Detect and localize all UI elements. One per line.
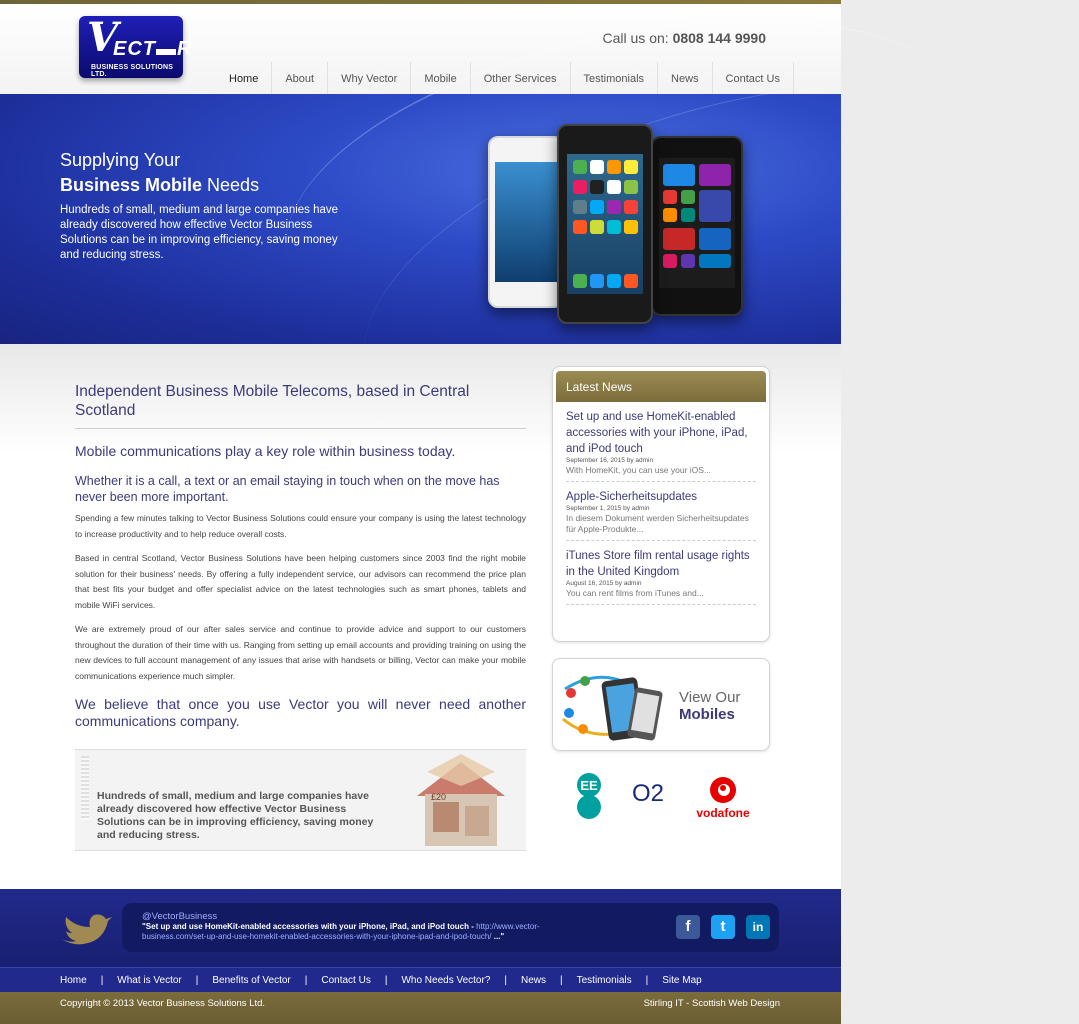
- content-closing: We believe that once you use Vector you will never need another communications company.: [75, 696, 526, 729]
- svg-text:EE: EE: [580, 778, 598, 793]
- twitter-footer: [0, 889, 841, 967]
- mobiles-collage-image: [557, 659, 677, 752]
- nav-about[interactable]: About: [272, 62, 328, 96]
- hero-title: [60, 148, 259, 198]
- logo-subtitle: BUSINESS SOLUTIONS LTD.: [91, 64, 174, 78]
- footer-nav: [0, 967, 841, 992]
- copyright-text: Copyright © 2013 Vector Business Solutions Ltd.: [60, 998, 266, 1009]
- promo-stripe: [81, 756, 89, 820]
- vodafone-logo[interactable]: [692, 776, 754, 822]
- content-subheading: Mobile communications play a key role within business today.: [75, 443, 456, 459]
- footer-nav-site-map[interactable]: Site Map: [662, 974, 702, 986]
- footer-nav-home[interactable]: Home: [60, 974, 87, 986]
- content-lead: Whether it is a call, a text or an email staying in touch when on the move has never been more important.: [75, 474, 500, 504]
- latest-news-widget: [552, 366, 770, 642]
- news-item-title[interactable]: Set up and use HomeKit-enabled accessories with your iPhone, iPad, and iPod touch: [566, 411, 748, 455]
- svg-text:£20: £20: [431, 792, 447, 802]
- view-mobiles-banner[interactable]: [552, 658, 770, 751]
- iphone-screen: [567, 154, 643, 294]
- hero-title-line2: [60, 173, 259, 198]
- promo-text: Hundreds of small, medium and large companies have already discovered how effective Vector Business Solutions can be in improving efficiency, saving money and reducing stress.: [97, 790, 374, 841]
- footer-nav-separator: |: [560, 974, 563, 986]
- ee-logo[interactable]: [573, 772, 605, 820]
- footer-nav-news[interactable]: News: [521, 974, 547, 986]
- footer-nav-who-needs-vector[interactable]: Who Needs Vector?: [401, 974, 491, 986]
- vodafone-wordmark: vodafone: [696, 806, 750, 820]
- logo-letter-v: V: [87, 14, 119, 61]
- tweet-text: [142, 922, 602, 942]
- samsung-phone-image: [488, 136, 564, 308]
- linkedin-icon[interactable]: in: [746, 915, 770, 939]
- twitter-bird-icon: [60, 911, 112, 951]
- content-heading: Independent Business Mobile Telecoms, based in Central Scotland: [75, 382, 526, 429]
- news-item: [566, 546, 756, 605]
- nav-mobile[interactable]: Mobile: [411, 62, 470, 96]
- vodafone-speechmark-icon: [709, 776, 737, 804]
- nav-news[interactable]: News: [658, 62, 713, 96]
- content-paragraph: We are extremely proud of our after sales service and continue to provide advice and support to our customers throughout the duration of their time with us. Ranging from setting up email accounts and providing training on using the new devices to full account management of any issues that arise with handsets or billing, Vector can make your mobile communications experience much simpler.: [75, 624, 526, 681]
- footer-nav-separator: |: [195, 974, 199, 986]
- phone-number[interactable]: 0808 144 9990: [672, 30, 766, 46]
- nokia-phone-image: [651, 136, 743, 316]
- hero-banner: [0, 94, 841, 344]
- tweet-tail: ...": [491, 932, 505, 941]
- iphone-image: [557, 124, 653, 324]
- hero-title-rest: Needs: [202, 175, 260, 195]
- news-item-title[interactable]: iTunes Store film rental usage rights in the United Kingdom: [566, 550, 750, 578]
- footer-nav-contact-us[interactable]: Contact Us: [321, 974, 371, 986]
- footer-nav-separator: |: [100, 974, 104, 986]
- tweet-body: "Set up and use HomeKit-enabled accessories with your iPhone, iPad, and iPod touch -: [142, 922, 477, 931]
- samsung-screen: [495, 162, 557, 282]
- nav-home[interactable]: Home: [216, 62, 272, 96]
- mobiles-label: Mobiles: [679, 706, 735, 723]
- nav-why-vector[interactable]: Why Vector: [328, 62, 411, 96]
- latest-news-title: Latest News: [556, 371, 766, 402]
- hero-title-line1: Supplying Your: [60, 150, 181, 170]
- nokia-screen: [659, 158, 735, 288]
- o2-logo[interactable]: O2: [632, 780, 665, 807]
- credit-link[interactable]: Stirling IT - Scottish Web Design: [643, 998, 780, 1009]
- nav-contact-us[interactable]: Contact Us: [713, 62, 794, 96]
- nav-testimonials[interactable]: Testimonials: [571, 62, 659, 96]
- nav-other-services[interactable]: Other Services: [471, 62, 571, 96]
- logo-wordmark: ECT▬R: [113, 38, 193, 60]
- call-prefix: Call us on:: [602, 30, 669, 46]
- news-item-date: September 16, 2015 by admin: [566, 457, 654, 464]
- news-item-snippet: In diesem Dokument werden Sicherheitsupdates für Apple-Produkte...: [566, 513, 749, 534]
- footer-nav-separator: |: [384, 974, 388, 986]
- promo-banner[interactable]: [75, 749, 526, 851]
- footer-nav-testimonials[interactable]: Testimonials: [576, 974, 632, 986]
- news-item-snippet: You can rent films from iTunes and...: [566, 588, 704, 598]
- content-paragraph: Based in central Scotland, Vector Business Solutions have been helping customers since 2003 find the right mobile solution for their business' needs. By offering a fully independent service, our advisors can recommend the price plan that best fits your budget and offer specialist advice on the latest technologies such as smart phones, tablets and mobile WiFi services.: [75, 553, 526, 610]
- money-house-image: [397, 756, 525, 851]
- view-our-label: View Our: [679, 689, 741, 706]
- content-paragraph: Spending a few minutes talking to Vector Business Solutions could ensure your company is using the latest technology to increase productivity and to help reduce overall costs.: [75, 513, 526, 539]
- news-item-date: August 16, 2015 by admin: [566, 580, 642, 587]
- twitter-handle[interactable]: @VectorBusiness: [142, 911, 218, 922]
- footer-nav-what-is-vector[interactable]: What is Vector: [117, 974, 182, 986]
- news-item-title[interactable]: Apple-Sicherheitsupdates: [566, 491, 698, 503]
- twitter-icon[interactable]: t: [711, 915, 735, 939]
- footer-nav-benefits[interactable]: Benefits of Vector: [212, 974, 291, 986]
- site-logo[interactable]: [79, 14, 193, 78]
- tweet-link[interactable]: http://www.vector-business.com/set-up-and-use-homekit-enabled-accessories-with-your-iphone-ipad-and-ipod-touch/: [142, 922, 540, 941]
- news-item-snippet: With HomeKit, you can use your iOS...: [566, 465, 712, 475]
- copyright-bar: [0, 992, 841, 1024]
- news-item: [566, 487, 756, 541]
- main-content: [75, 382, 526, 730]
- hero-body: Hundreds of small, medium and large companies have already discovered how effective Vector Business Solutions can be in improving efficiency, saving money and reducing stress.: [60, 204, 339, 261]
- facebook-icon[interactable]: f: [676, 915, 700, 939]
- news-item: [566, 407, 756, 482]
- footer-nav-separator: |: [304, 974, 308, 986]
- footer-nav-separator: |: [504, 974, 507, 986]
- main-area: [0, 344, 841, 889]
- news-item-date: September 1, 2015 by admin: [566, 505, 650, 512]
- footer-nav-separator: |: [645, 974, 649, 986]
- hero-title-bold: Business Mobile: [60, 175, 203, 195]
- news-list: [566, 407, 756, 610]
